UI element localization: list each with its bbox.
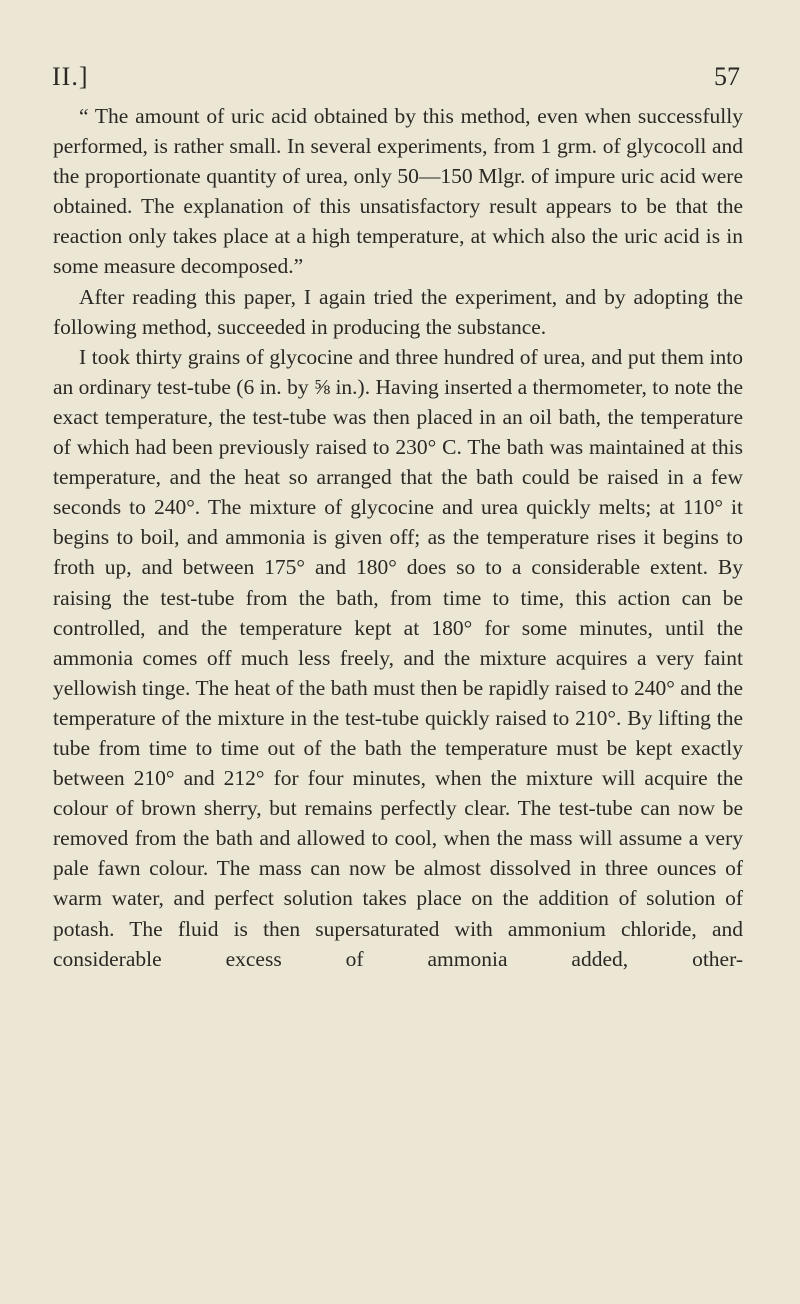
page-number: 57 bbox=[714, 62, 740, 91]
paragraph-after-reading: After reading this paper, I again tried the experiment, and by adopting the following method, succeeded in producing the substance. bbox=[53, 284, 743, 339]
paragraph-method: I took thirty grains of glycocine and three hundred of urea, and put them into an ordinary test-tube (6 in. by ⅝ in.). Having inserted a thermometer, to note the exact temperature, the test-tube was then placed in an oil bath, the temperature of which had been previously raised to 230° C. The bath was maintained at this temperature, and the heat so arranged that the bath could be raised in a few seconds to 240°. The mixture of glycocine and urea quickly melts; at 110° it begins to boil, and ammonia is given off; as the temperature rises it begins to froth up, and between 175° and 180° does so to a considerable extent. By raising the test-tube from the bath, from time to time, this action can be controlled, and the temperature kept at 180° for some minutes, until the ammonia comes off much less freely, and the mixture acquires a very faint yellowish tinge. The heat of the bath must then be rapidly raised to 240° and the temperature of the mixture in the test-tube quickly raised to 210°. By lifting the tube from time to time out of the bath the temperature must be kept exactly between 210° and 212° for four minutes, when the mixture will acquire the colour of brown sherry, but remains perfectly clear. The test-tube can now be removed from the bath and allowed to cool, when the mass will assume a very pale fawn colour. The mass can now be almost dissolved in three ounces of warm water, and perfect solution takes place on the addition of solution of potash. The fluid is then supersaturated with ammonium chloride, and considerable excess of ammonia added, other- bbox=[53, 344, 743, 971]
body-text bbox=[53, 101, 743, 974]
chapter-marker: II.] bbox=[52, 62, 89, 91]
quoted-paragraph: “ The amount of uric acid obtained by this method, even when successfully performed, is rather small. In several experiments, from 1 grm. of glycocoll and the proportionate quantity of urea, only 50—150 Mlgr. of impure uric acid were obtained. The explanation of this unsatisfactory result appears to be that the reaction only takes place at a high temperature, at which also the uric acid is in some measure decomposed.” bbox=[53, 104, 743, 279]
running-header bbox=[52, 62, 740, 96]
